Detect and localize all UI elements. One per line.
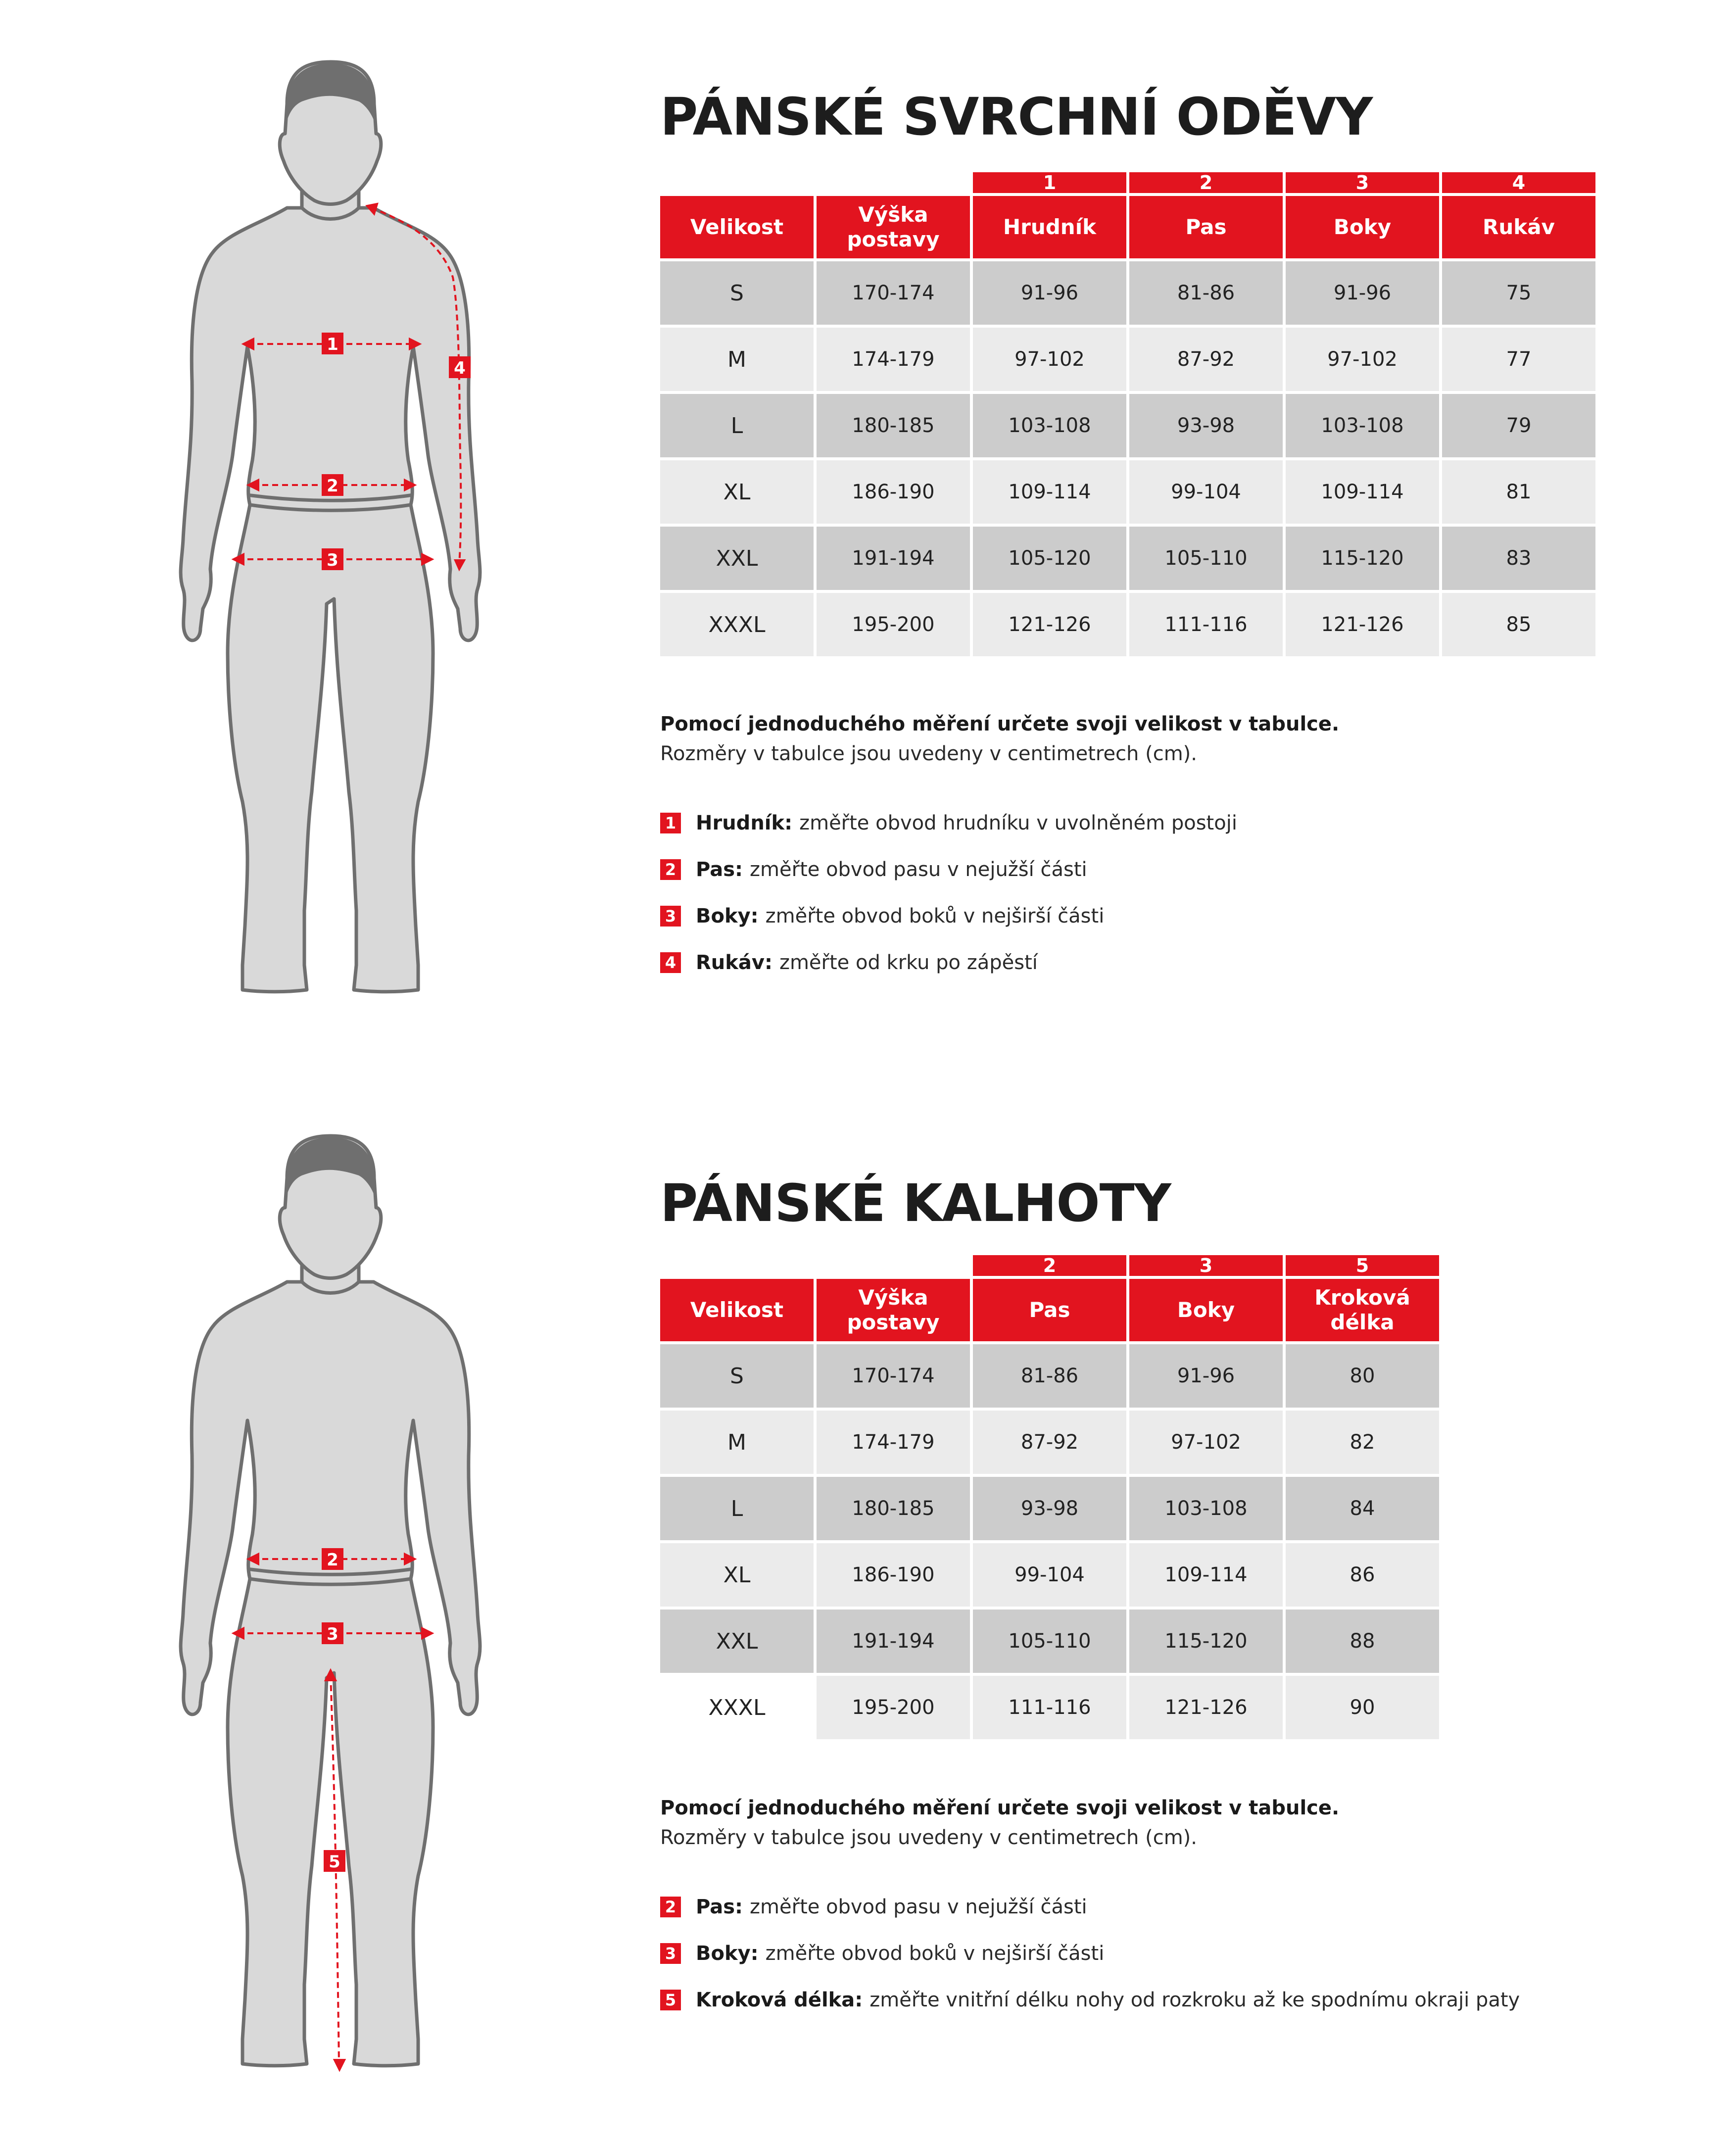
header-number: 2 — [1129, 172, 1283, 193]
table-cell: 86 — [1286, 1543, 1439, 1607]
tops-section — [0, 0, 1736, 1069]
table-row — [660, 593, 1595, 656]
intro-text: Rozměry v tabulce jsou uvedeny v centimetrech (cm). — [660, 742, 1197, 765]
table-cell: 121-126 — [973, 593, 1126, 656]
table-row — [660, 1477, 1439, 1540]
table-cell: 93-98 — [1129, 394, 1283, 457]
table-cell: 186-190 — [817, 460, 970, 524]
legend-item — [660, 1884, 1520, 1930]
table-cell: 84 — [1286, 1477, 1439, 1540]
measurement-legend — [660, 800, 1339, 986]
tops-title: PÁNSKÉ SVRCHNÍ ODĚVY — [660, 87, 1373, 147]
table-cell: 80 — [1286, 1344, 1439, 1408]
legend-term: Kroková délka: — [696, 1989, 863, 2011]
legend-text: změřte obvod pasu v nejužší části — [750, 858, 1087, 881]
marker-label: 5 — [329, 1852, 340, 1872]
legend-text: změřte vnitřní délku nohy od rozkroku až ke spodnímu okraji paty — [869, 1989, 1520, 2011]
header-chest: Hrudník — [973, 196, 1126, 258]
header-height: Výška postavy — [817, 1279, 970, 1341]
header-hips: Boky — [1129, 1279, 1283, 1341]
header-number: 1 — [973, 172, 1126, 193]
table-cell: 91-96 — [1286, 261, 1439, 325]
marker-label: 2 — [327, 476, 338, 496]
table-cell: 195-200 — [817, 1676, 970, 1739]
table-cell: 85 — [1442, 593, 1595, 656]
intro-bold: Pomocí jednoduchého měření určete svoji velikost v tabulce. — [660, 713, 1340, 735]
legend-term: Rukáv: — [696, 951, 772, 974]
intro-text: Rozměry v tabulce jsou uvedeny v centimetrech (cm). — [660, 1826, 1197, 1849]
header-number: 4 — [1442, 172, 1595, 193]
table-cell: 75 — [1442, 261, 1595, 325]
table-cell: XL — [660, 460, 814, 524]
table-cell: 180-185 — [817, 1477, 970, 1540]
table-cell: 88 — [1286, 1610, 1439, 1673]
header-number: 5 — [1286, 1255, 1439, 1276]
table-cell: 180-185 — [817, 394, 970, 457]
table-cell: 91-96 — [973, 261, 1126, 325]
table-row — [660, 1344, 1439, 1408]
table-cell: 170-174 — [817, 1344, 970, 1408]
header-waist: Pas — [973, 1279, 1126, 1341]
marker-label: 1 — [327, 335, 338, 354]
table-cell: 82 — [1286, 1411, 1439, 1474]
table-cell: S — [660, 1344, 814, 1408]
legend-term: Boky: — [696, 905, 759, 927]
table-cell: 105-110 — [1129, 527, 1283, 590]
table-cell: XXL — [660, 1610, 814, 1673]
legend-item — [660, 1977, 1520, 2023]
table-cell: 87-92 — [1129, 328, 1283, 391]
table-cell: XXXL — [708, 1695, 766, 1720]
intro-bold: Pomocí jednoduchého měření určete svoji velikost v tabulce. — [660, 1797, 1340, 1819]
legend-text: změřte obvod boků v nejširší části — [765, 1942, 1105, 1965]
table-cell: 109-114 — [973, 460, 1126, 524]
table-cell: 195-200 — [817, 593, 970, 656]
legend-term: Hrudník: — [696, 812, 793, 834]
table-cell: 77 — [1442, 328, 1595, 391]
table-cell: 81-86 — [1129, 261, 1283, 325]
table-cell: 99-104 — [1129, 460, 1283, 524]
marker-label: 2 — [327, 1550, 338, 1570]
legend-item — [660, 893, 1339, 939]
table-cell: 109-114 — [1129, 1543, 1283, 1607]
legend-item — [660, 939, 1339, 986]
header-number: 2 — [973, 1255, 1126, 1276]
table-cell: 115-120 — [1286, 527, 1439, 590]
legend-term: Pas: — [696, 1896, 743, 1918]
table-row — [660, 261, 1595, 325]
table-cell: 170-174 — [817, 261, 970, 325]
table-cell: XXXL — [660, 593, 814, 656]
header-hips: Boky — [1286, 196, 1439, 258]
table-cell: 115-120 — [1129, 1610, 1283, 1673]
table-cell: S — [660, 261, 814, 325]
table-cell: XXL — [660, 527, 814, 590]
body-figure-illustration — [163, 59, 539, 1010]
legend-number: 4 — [660, 952, 681, 973]
body-silhouette — [181, 208, 480, 992]
legend-text: změřte obvod boků v nejširší části — [765, 905, 1105, 927]
pants-size-table — [657, 1252, 1442, 1742]
legend-text: změřte obvod pasu v nejužší části — [750, 1896, 1087, 1918]
table-cell: 79 — [1442, 394, 1595, 457]
legend-item — [660, 800, 1339, 846]
marker-label: 4 — [454, 358, 466, 378]
legend-number: 2 — [660, 1897, 681, 1917]
legend-number: 3 — [660, 906, 681, 927]
table-row — [660, 1610, 1439, 1673]
table-cell: 191-194 — [817, 527, 970, 590]
table-cell: 83 — [1442, 527, 1595, 590]
table-cell: M — [660, 1411, 814, 1474]
table-row — [660, 460, 1595, 524]
tops-notes — [660, 713, 1339, 986]
marker-label: 3 — [327, 550, 338, 570]
legend-number: 5 — [660, 1990, 681, 2010]
measurement-legend — [660, 1884, 1520, 2023]
body-figure-illustration — [163, 1133, 539, 2084]
header-number-row — [660, 172, 1595, 193]
pants-title: PÁNSKÉ KALHOTY — [660, 1173, 1171, 1233]
table-cell: 186-190 — [817, 1543, 970, 1607]
pants-section — [0, 1084, 1736, 2147]
legend-term: Boky: — [696, 1942, 759, 1965]
header-inseam: Kroková délka — [1286, 1279, 1439, 1341]
table-row — [660, 394, 1595, 457]
table-cell: 111-116 — [1129, 593, 1283, 656]
header-size: Velikost — [660, 1279, 814, 1341]
table-cell: 121-126 — [1286, 593, 1439, 656]
table-cell: 81-86 — [973, 1344, 1126, 1408]
header-number-row — [660, 1255, 1439, 1276]
legend-text: změřte obvod hrudníku v uvolněném postoji — [799, 812, 1237, 834]
legend-number: 3 — [660, 1943, 681, 1964]
header-waist: Pas — [1129, 196, 1283, 258]
body-figure-pants — [163, 1133, 539, 2084]
header-height: Výška postavy — [817, 196, 970, 258]
legend-term: Pas: — [696, 858, 743, 881]
table-cell: 97-102 — [973, 328, 1126, 391]
table-cell: 105-110 — [973, 1610, 1126, 1673]
table-cell: 174-179 — [817, 328, 970, 391]
table-row — [660, 328, 1595, 391]
table-cell: 121-126 — [1129, 1676, 1283, 1739]
legend-text: změřte od krku po zápěstí — [779, 951, 1038, 974]
table-cell: M — [660, 328, 814, 391]
tops-size-table — [657, 169, 1598, 659]
table-row — [660, 1543, 1439, 1607]
body-figure-tops — [163, 59, 539, 1010]
header-sleeve: Rukáv — [1442, 196, 1595, 258]
table-cell: 109-114 — [1286, 460, 1439, 524]
header-number: 3 — [1129, 1255, 1283, 1276]
table-row — [660, 527, 1595, 590]
table-cell: 103-108 — [1286, 394, 1439, 457]
header-number: 3 — [1286, 172, 1439, 193]
table-row — [660, 1411, 1439, 1474]
marker-label: 3 — [327, 1624, 338, 1644]
legend-number: 1 — [660, 813, 681, 833]
table-cell: L — [660, 394, 814, 457]
table-cell: 87-92 — [973, 1411, 1126, 1474]
table-cell: 174-179 — [817, 1411, 970, 1474]
table-cell: 97-102 — [1129, 1411, 1283, 1474]
table-cell: 191-194 — [817, 1610, 970, 1673]
table-cell: 103-108 — [1129, 1477, 1283, 1540]
legend-item — [660, 1930, 1520, 1977]
table-cell: XL — [660, 1543, 814, 1607]
legend-item — [660, 846, 1339, 893]
table-cell: 93-98 — [973, 1477, 1126, 1540]
table-cell: 81 — [1442, 460, 1595, 524]
table-cell: 99-104 — [973, 1543, 1126, 1607]
table-row — [660, 1676, 1439, 1739]
table-cell: L — [660, 1477, 814, 1540]
table-cell: 103-108 — [973, 394, 1126, 457]
table-cell: 111-116 — [973, 1676, 1126, 1739]
table-cell: 90 — [1286, 1676, 1439, 1739]
header-size: Velikost — [660, 196, 814, 258]
table-cell: 97-102 — [1286, 328, 1439, 391]
header-row — [660, 196, 1595, 258]
table-cell: 105-120 — [973, 527, 1126, 590]
table-cell: 91-96 — [1129, 1344, 1283, 1408]
pants-notes — [660, 1797, 1520, 2023]
legend-number: 2 — [660, 859, 681, 880]
header-row — [660, 1279, 1439, 1341]
